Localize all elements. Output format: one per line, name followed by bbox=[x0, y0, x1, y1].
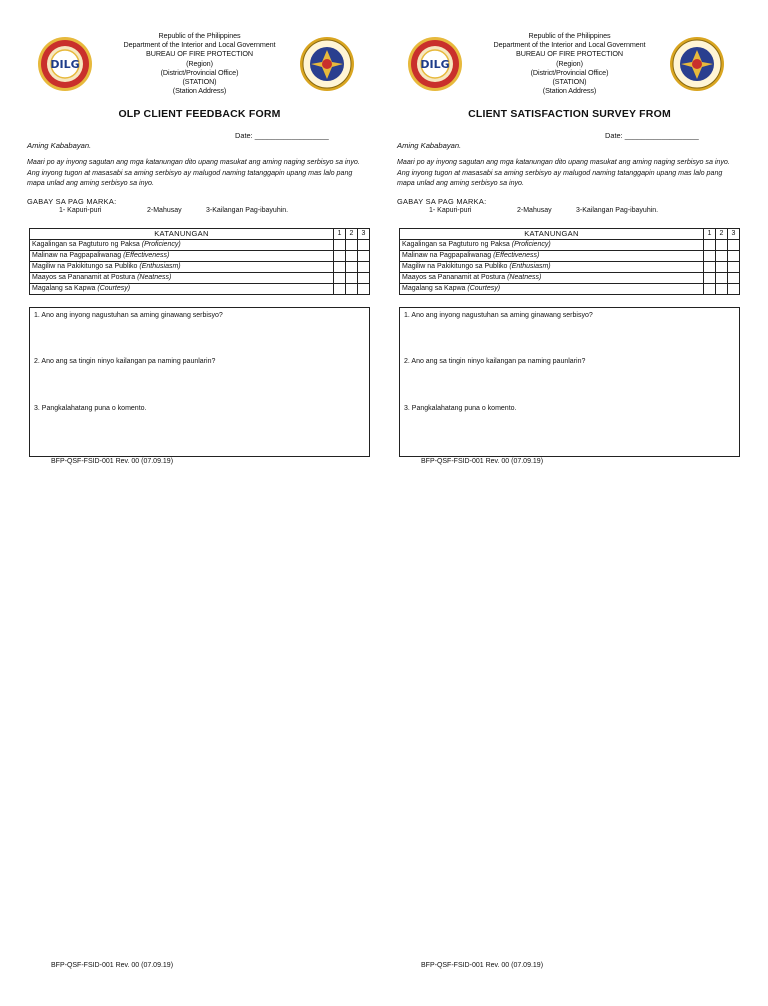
rating-cell[interactable] bbox=[334, 251, 346, 262]
rating-cell[interactable] bbox=[728, 284, 740, 295]
rating-cell[interactable] bbox=[358, 240, 370, 251]
table-row bbox=[30, 251, 370, 262]
rating-cell[interactable] bbox=[716, 273, 728, 284]
rating-cell[interactable] bbox=[716, 262, 728, 273]
questions-box[interactable] bbox=[29, 307, 370, 457]
rating-cell[interactable] bbox=[728, 273, 740, 284]
table-row bbox=[400, 251, 740, 262]
criteria-cell bbox=[400, 284, 704, 295]
table-row bbox=[30, 262, 370, 273]
form-title: CLIENT SATISFACTION SURVEY FROM bbox=[468, 108, 671, 120]
table-header-rating: 2 bbox=[346, 229, 358, 240]
rating-cell[interactable] bbox=[716, 240, 728, 251]
dilg-logo bbox=[407, 36, 463, 92]
rating-cell[interactable] bbox=[728, 251, 740, 262]
rating-cell[interactable] bbox=[704, 273, 716, 284]
criteria-english: (Effectiveness) bbox=[123, 252, 170, 259]
header-line: Republic of the Philippines bbox=[528, 31, 611, 40]
header-line: (District/Provincial Office) bbox=[530, 67, 609, 77]
criteria-english: (Courtesy) bbox=[97, 285, 131, 292]
rating-guide bbox=[59, 207, 288, 214]
rating-cell[interactable] bbox=[334, 262, 346, 273]
question-comments: 3. Pangkalahatang puna o komento. bbox=[404, 405, 517, 412]
criteria-label: Malinaw na Pagpapaliwanag bbox=[32, 252, 122, 259]
criteria-english: (Proficiency) bbox=[511, 241, 551, 248]
header-line: Republic of the Philippines bbox=[158, 31, 241, 40]
question-improve: 2. Ano ang sa tingin ninyo kailangan pa naming paunlarin? bbox=[34, 358, 216, 365]
criteria-label: Magalang sa Kapwa bbox=[32, 285, 96, 292]
criteria-cell bbox=[30, 251, 334, 262]
table-row bbox=[30, 284, 370, 295]
rating-guide bbox=[429, 207, 658, 214]
criteria-cell bbox=[400, 273, 704, 284]
criteria-label: Kagalingan sa Pagtuturo ng Paksa bbox=[402, 241, 510, 248]
rating-cell[interactable] bbox=[728, 262, 740, 273]
bfp-seal-icon bbox=[669, 36, 725, 92]
form-code: BFP-QSF-FSID-001 Rev. 00 (07.09.19) bbox=[51, 458, 174, 465]
criteria-label: Kagalingan sa Pagtuturo ng Paksa bbox=[32, 241, 140, 248]
rating-cell[interactable] bbox=[346, 240, 358, 251]
rating-cell[interactable] bbox=[704, 240, 716, 251]
rating-cell[interactable] bbox=[704, 251, 716, 262]
header-line: BUREAU OF FIRE PROTECTION bbox=[146, 49, 253, 59]
rating-table bbox=[399, 228, 740, 295]
criteria-english: (Neatness) bbox=[137, 274, 172, 281]
criteria-cell bbox=[30, 273, 334, 284]
rating-guide-title: GABAY SA PAG MARKA: bbox=[27, 197, 117, 206]
rating-table bbox=[29, 228, 370, 295]
header-text bbox=[97, 31, 302, 95]
rating-cell[interactable] bbox=[358, 262, 370, 273]
form-header bbox=[27, 30, 372, 100]
rating-cell[interactable] bbox=[346, 273, 358, 284]
feedback-form-panel bbox=[27, 0, 372, 1006]
header-line: (STATION) bbox=[182, 77, 217, 87]
rating-guide-item: 3-Kailangan Pag-ibayuhin. bbox=[576, 207, 659, 214]
criteria-label: Magalang sa Kapwa bbox=[402, 285, 466, 292]
table-header-row bbox=[400, 229, 740, 240]
criteria-cell bbox=[30, 240, 334, 251]
date-field[interactable]: Date: __________________ bbox=[235, 131, 329, 140]
bfp-seal-icon bbox=[299, 36, 355, 92]
rating-cell[interactable] bbox=[358, 284, 370, 295]
header-line: (Region) bbox=[186, 58, 213, 68]
rating-cell[interactable] bbox=[728, 240, 740, 251]
rating-cell[interactable] bbox=[334, 284, 346, 295]
criteria-label: Magiliw na Pakikitungo sa Publiko bbox=[32, 263, 138, 270]
salutation: Aming Kababayan. bbox=[27, 141, 92, 150]
criteria-cell bbox=[400, 262, 704, 273]
rating-guide-item: 2-Mahusay bbox=[147, 207, 182, 214]
question-improve: 2. Ano ang sa tingin ninyo kailangan pa naming paunlarin? bbox=[404, 358, 586, 365]
criteria-label: Malinaw na Pagpapaliwanag bbox=[402, 252, 492, 259]
table-header-rating: 1 bbox=[334, 229, 346, 240]
question-liked: 1. Ano ang inyong nagustuhan sa aming ginawang serbisyo? bbox=[404, 312, 593, 319]
table-header-rating: 2 bbox=[716, 229, 728, 240]
table-row bbox=[400, 284, 740, 295]
date-field[interactable]: Date: __________________ bbox=[605, 131, 699, 140]
dilg-logo-text: DILG bbox=[420, 58, 450, 71]
criteria-english: (Neatness) bbox=[507, 274, 542, 281]
criteria-label: Maayos sa Pananamit at Postura bbox=[32, 274, 136, 281]
header-line: (STATION) bbox=[552, 77, 587, 87]
rating-guide-item: 2-Mahusay bbox=[517, 207, 552, 214]
table-header-katanungan: KATANUNGAN bbox=[30, 229, 334, 240]
rating-cell[interactable] bbox=[716, 284, 728, 295]
rating-cell[interactable] bbox=[334, 240, 346, 251]
form-title: OLP CLIENT FEEDBACK FORM bbox=[118, 108, 281, 120]
satisfaction-survey-panel bbox=[397, 0, 742, 1006]
criteria-label: Maayos sa Pananamit at Postura bbox=[402, 274, 506, 281]
criteria-cell bbox=[400, 240, 704, 251]
intro-paragraph: Maari po ay inyong sagutan ang mga katanungan dito upang masukat ang aming naging serbisyo sa inyo. Ang inyong tugon at masasabi sa aming serbisyo ay malugod naming tatanggapin upang mas lalo pang mapa unlad ang aming serbisyo sa inyo. bbox=[397, 158, 730, 187]
rating-cell[interactable] bbox=[716, 251, 728, 262]
table-header-rating: 3 bbox=[358, 229, 370, 240]
questions-box[interactable] bbox=[399, 307, 740, 457]
criteria-cell bbox=[30, 262, 334, 273]
rating-cell[interactable] bbox=[358, 273, 370, 284]
header-line: (Station Address) bbox=[542, 86, 597, 96]
form-code-footer: BFP-QSF-FSID-001 Rev. 00 (07.09.19) bbox=[51, 962, 174, 969]
form-code: BFP-QSF-FSID-001 Rev. 00 (07.09.19) bbox=[421, 458, 544, 465]
table-header-row bbox=[30, 229, 370, 240]
table-header-katanungan: KATANUNGAN bbox=[400, 229, 704, 240]
criteria-english: (Enthusiasm) bbox=[139, 263, 181, 270]
salutation: Aming Kababayan. bbox=[397, 141, 462, 150]
criteria-english: (Courtesy) bbox=[467, 285, 501, 292]
rating-cell[interactable] bbox=[704, 284, 716, 295]
header-line: (Region) bbox=[556, 58, 583, 68]
table-row bbox=[400, 240, 740, 251]
criteria-cell bbox=[400, 251, 704, 262]
header-line: (Station Address) bbox=[172, 86, 227, 96]
table-header-rating: 1 bbox=[704, 229, 716, 240]
rating-cell[interactable] bbox=[704, 262, 716, 273]
rating-cell[interactable] bbox=[358, 251, 370, 262]
criteria-english: (Enthusiasm) bbox=[509, 263, 551, 270]
table-row bbox=[400, 262, 740, 273]
header-line: (District/Provincial Office) bbox=[160, 67, 239, 77]
criteria-cell bbox=[30, 284, 334, 295]
question-liked: 1. Ano ang inyong nagustuhan sa aming ginawang serbisyo? bbox=[34, 312, 223, 319]
rating-cell[interactable] bbox=[346, 251, 358, 262]
form-header bbox=[397, 30, 742, 100]
dilg-logo-text: DILG bbox=[50, 58, 80, 71]
rating-guide-title: GABAY SA PAG MARKA: bbox=[397, 197, 487, 206]
rating-guide-item: 3-Kailangan Pag-ibayuhin. bbox=[206, 207, 289, 214]
header-text bbox=[467, 31, 672, 95]
header-line: BUREAU OF FIRE PROTECTION bbox=[516, 49, 623, 59]
table-row bbox=[30, 240, 370, 251]
header-line: Department of the Interior and Local Government bbox=[123, 40, 276, 50]
question-comments: 3. Pangkalahatang puna o komento. bbox=[34, 405, 147, 412]
criteria-english: (Effectiveness) bbox=[493, 252, 540, 259]
table-header-rating: 3 bbox=[728, 229, 740, 240]
dilg-logo bbox=[37, 36, 93, 92]
rating-guide-item: 1- Kapuri-puri bbox=[429, 207, 472, 214]
table-row bbox=[30, 273, 370, 284]
criteria-label: Magiliw na Pakikitungo sa Publiko bbox=[402, 263, 508, 270]
criteria-english: (Proficiency) bbox=[141, 241, 181, 248]
form-code-footer: BFP-QSF-FSID-001 Rev. 00 (07.09.19) bbox=[421, 962, 544, 969]
rating-guide-item: 1- Kapuri-puri bbox=[59, 207, 102, 214]
rating-cell[interactable] bbox=[346, 284, 358, 295]
rating-cell[interactable] bbox=[346, 262, 358, 273]
header-line: Department of the Interior and Local Government bbox=[493, 40, 646, 50]
intro-paragraph: Maari po ay inyong sagutan ang mga katanungan dito upang masukat ang aming naging serbisyo sa inyo. Ang inyong tugon at masasabi sa aming serbisyo ay malugod naming tatanggapin upang mas lalo pang mapa unlad ang aming serbisyo sa inyo. bbox=[27, 158, 360, 187]
rating-cell[interactable] bbox=[334, 273, 346, 284]
table-row bbox=[400, 273, 740, 284]
